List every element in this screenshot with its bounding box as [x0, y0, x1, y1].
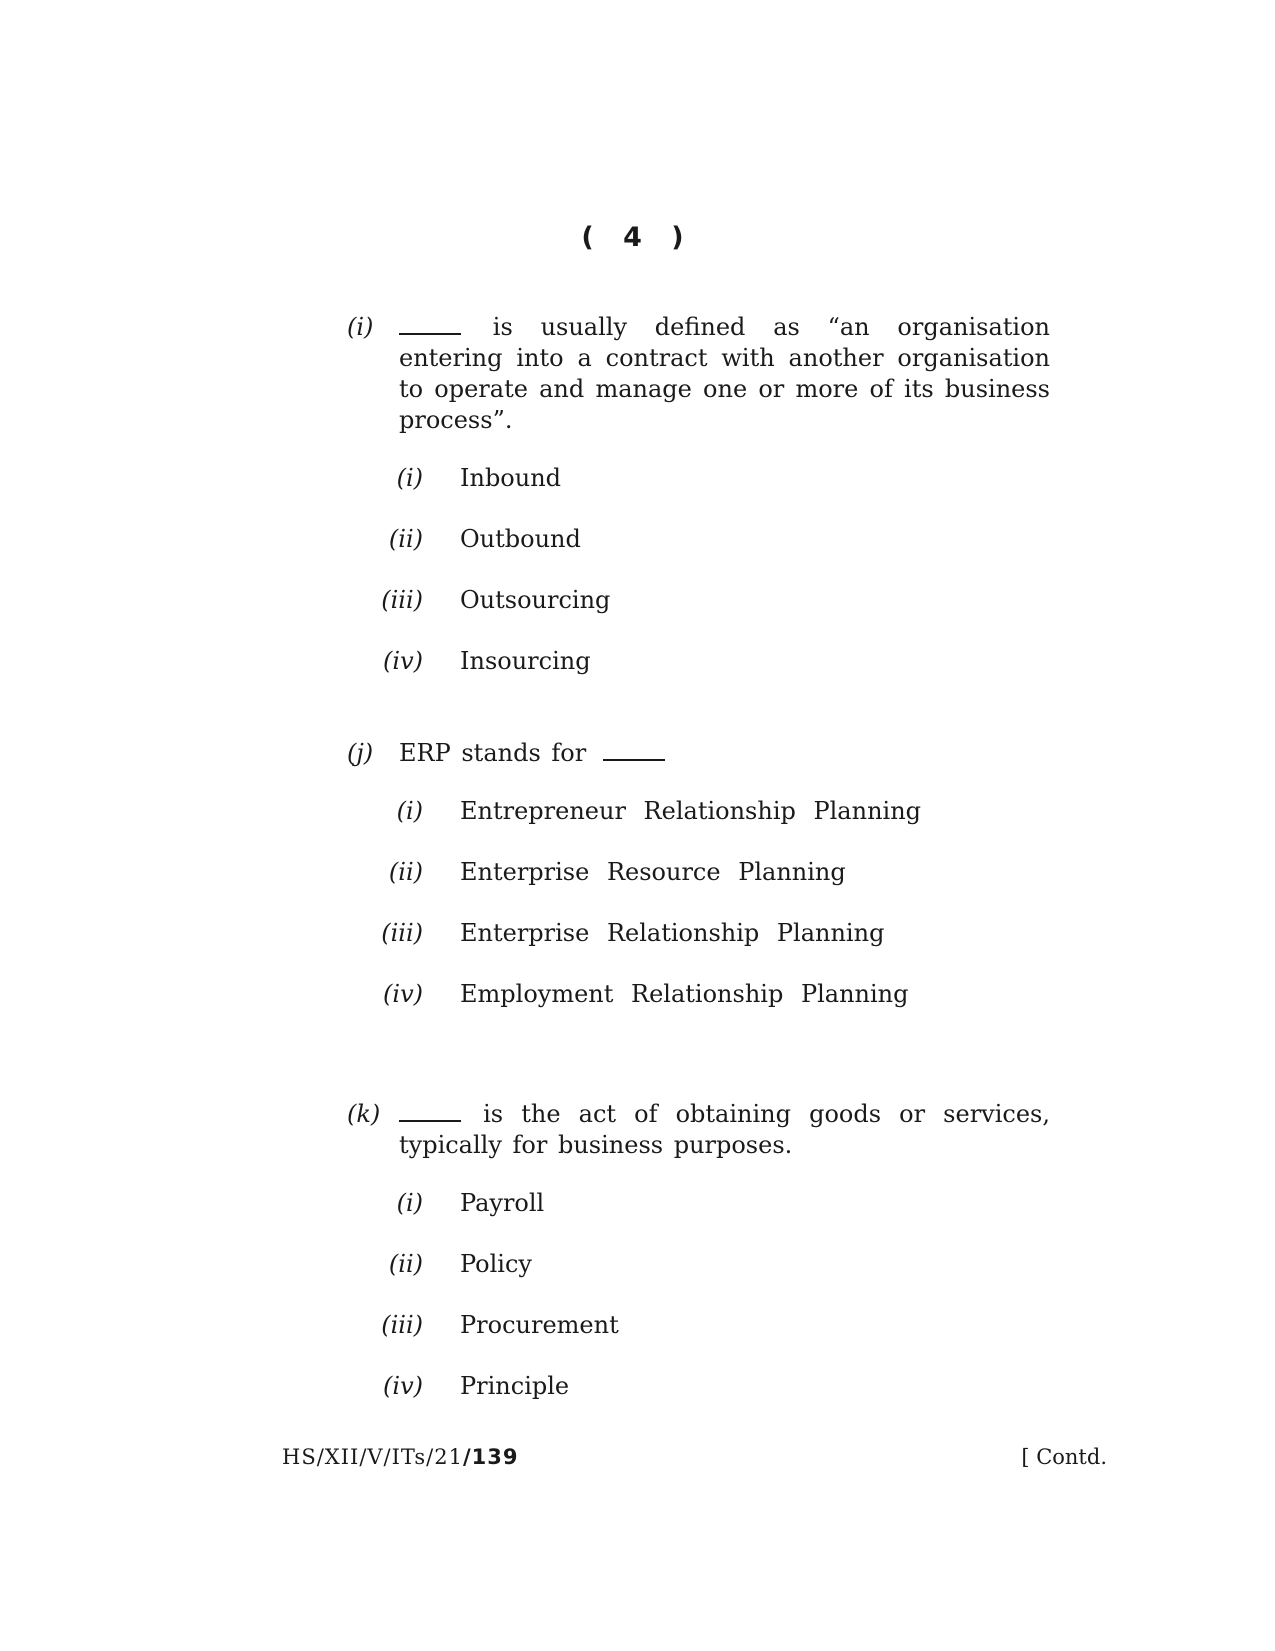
question-text: is usually defined as “an organisation entering into a contract with another organisation to operate and manage one or more of its business process”. [399, 313, 1050, 434]
continued-note: [ Contd. [1021, 1445, 1107, 1469]
answer-blank [399, 1119, 461, 1122]
option-item: (i) Inbound [396, 464, 562, 492]
option-item: (ii) Policy [388, 1250, 532, 1278]
question-text: is the act of obtaining goods or services, typically for business purposes. [399, 1100, 1051, 1159]
option-item: (i) Entrepreneur Relationship Planning [396, 797, 922, 825]
option-item: (iv) Employment Relationship Planning [383, 980, 909, 1008]
option-item: (iv) Insourcing [383, 647, 591, 675]
option-item: (iii) Procurement [381, 1311, 619, 1339]
question-k [347, 1099, 1050, 1432]
option-item: (ii) Outbound [388, 525, 581, 553]
paper-code: HS/XII/V/ITs/21/139 [282, 1445, 519, 1469]
question-text: ERP stands for [399, 738, 1050, 769]
question-label: (i) [347, 313, 374, 341]
question-i [347, 312, 1050, 707]
options-list [347, 796, 1050, 1040]
option-item: (iii) Outsourcing [381, 586, 611, 614]
answer-blank [399, 332, 461, 335]
options-list [347, 1188, 1050, 1432]
options-list [347, 463, 1050, 707]
option-item: (i) Payroll [396, 1189, 545, 1217]
question-label: (j) [347, 739, 374, 767]
option-item: (iv) Principle [383, 1372, 570, 1400]
option-item: (iii) Enterprise Relationship Planning [381, 919, 885, 947]
answer-blank [603, 758, 665, 761]
page-number: ( 4 ) [581, 222, 694, 253]
question-label: (k) [347, 1100, 381, 1128]
question-j [347, 738, 1050, 1040]
option-item: (ii) Enterprise Resource Planning [388, 858, 846, 886]
